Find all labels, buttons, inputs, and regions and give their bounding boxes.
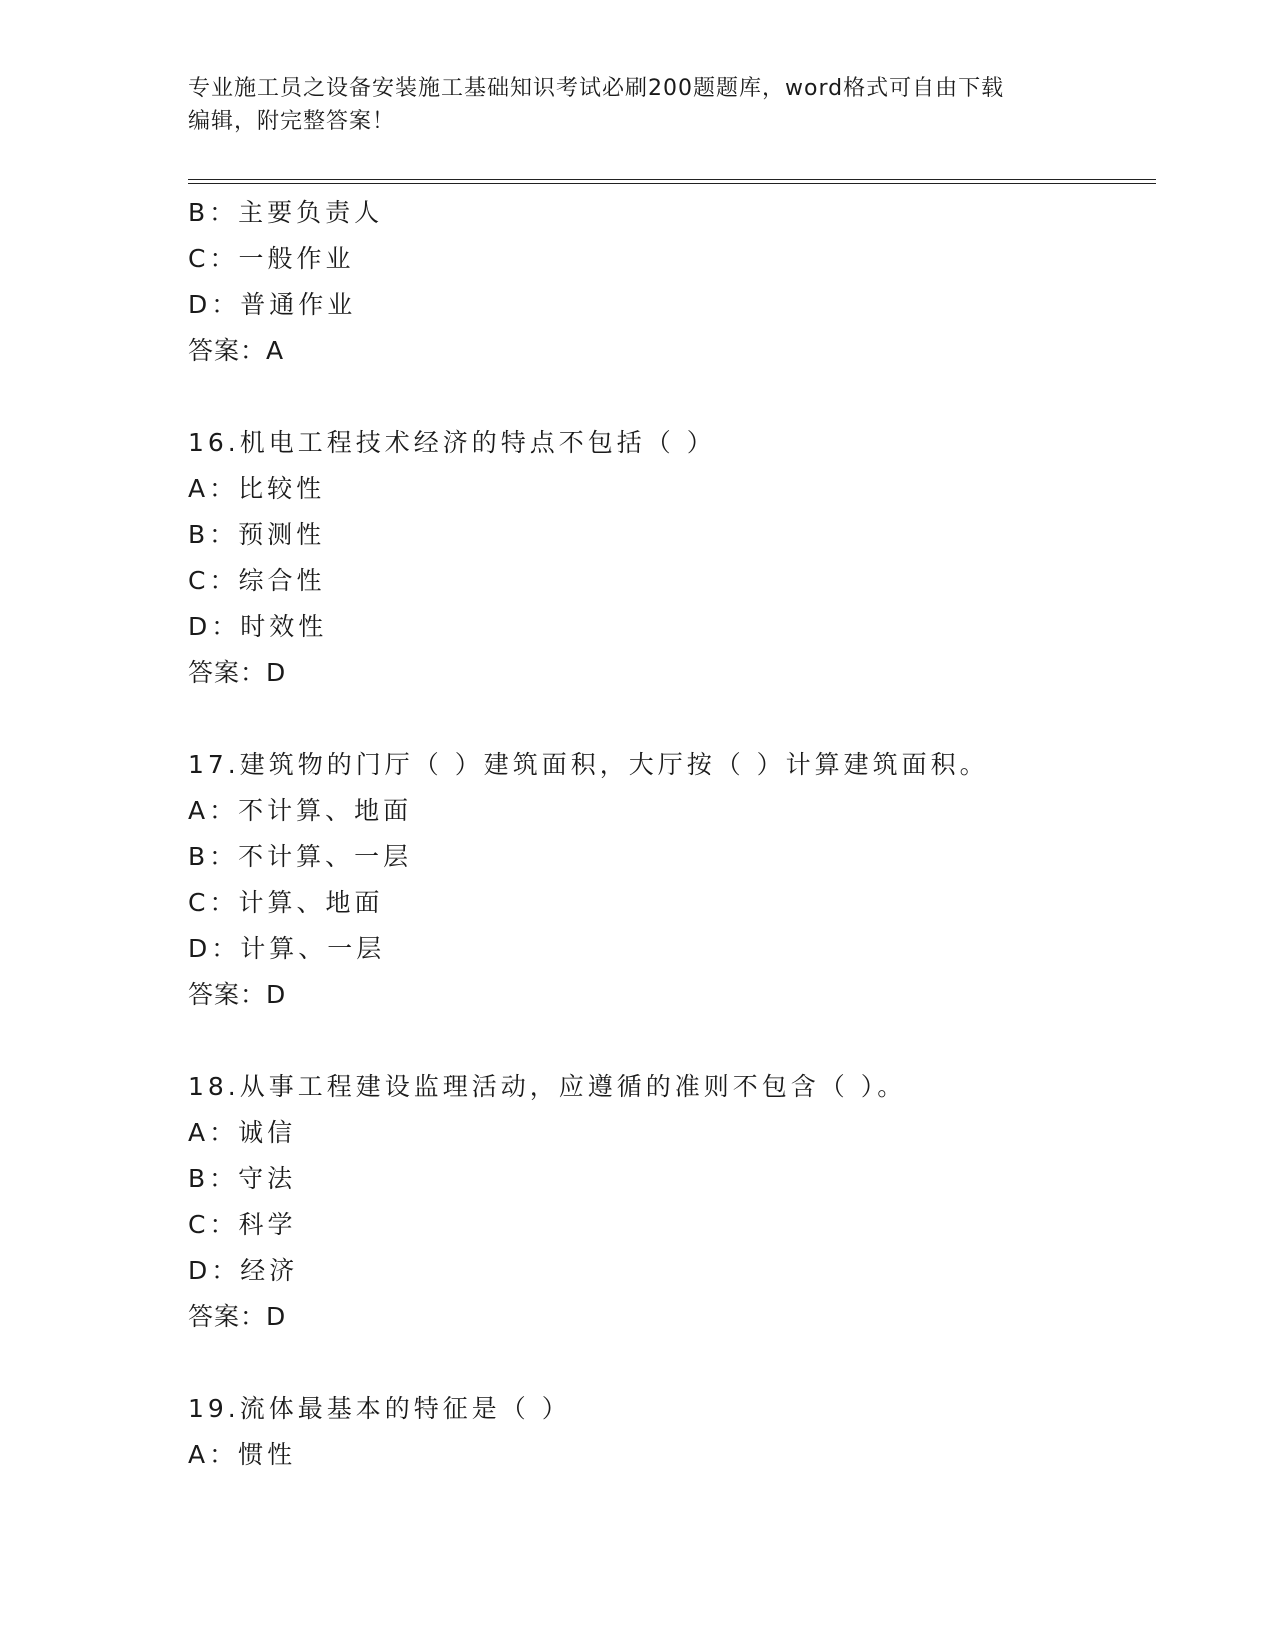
option-b: B：守法 xyxy=(188,1164,297,1193)
option-a: A：诚信 xyxy=(188,1118,297,1147)
question-block-18 xyxy=(188,1064,1156,1340)
answer: 答案：D xyxy=(188,980,287,1009)
question-text: 16.机电工程技术经济的特点不包括（ ） xyxy=(188,428,716,457)
option-a: A：比较性 xyxy=(188,474,326,503)
option-b: B：预测性 xyxy=(188,520,326,549)
header-divider-bottom xyxy=(188,183,1156,184)
answer: 答案：D xyxy=(188,658,287,687)
option-c: C：计算、地面 xyxy=(188,888,384,917)
question-text: 18.从事工程建设监理活动，应遵循的准则不包含（ ）。 xyxy=(188,1072,907,1101)
option-d: D：计算、一层 xyxy=(188,934,386,963)
option-d: D：经济 xyxy=(188,1256,299,1285)
option-a: A：不计算、地面 xyxy=(188,796,413,825)
question-text: 19.流体最基本的特征是（ ） xyxy=(188,1394,571,1423)
question-block-17 xyxy=(188,742,1156,1018)
option-a: A：惯性 xyxy=(188,1440,297,1469)
header-divider-top xyxy=(188,179,1156,180)
option-c: C：一般作业 xyxy=(188,244,355,273)
option-c: C：科学 xyxy=(188,1210,297,1239)
question-text: 17.建筑物的门厅（ ）建筑面积，大厅按（ ）计算建筑面积。 xyxy=(188,750,989,779)
option-d: D：时效性 xyxy=(188,612,328,641)
document-header xyxy=(188,72,1088,138)
option-b: B：主要负责人 xyxy=(188,198,384,227)
option-c: C：综合性 xyxy=(188,566,326,595)
header-line-2: 编辑，附完整答案！ xyxy=(188,109,396,134)
question-block-16 xyxy=(188,420,1156,696)
answer: 答案：D xyxy=(188,1302,287,1331)
question-block-15 xyxy=(188,190,1156,374)
answer: 答案：A xyxy=(188,336,285,365)
header-line-1: 专业施工员之设备安装施工基础知识考试必刷200题题库，word格式可自由下载 xyxy=(188,76,1005,101)
question-list xyxy=(188,190,1156,1478)
question-block-19 xyxy=(188,1386,1156,1478)
option-d: D：普通作业 xyxy=(188,290,357,319)
option-b: B：不计算、一层 xyxy=(188,842,413,871)
